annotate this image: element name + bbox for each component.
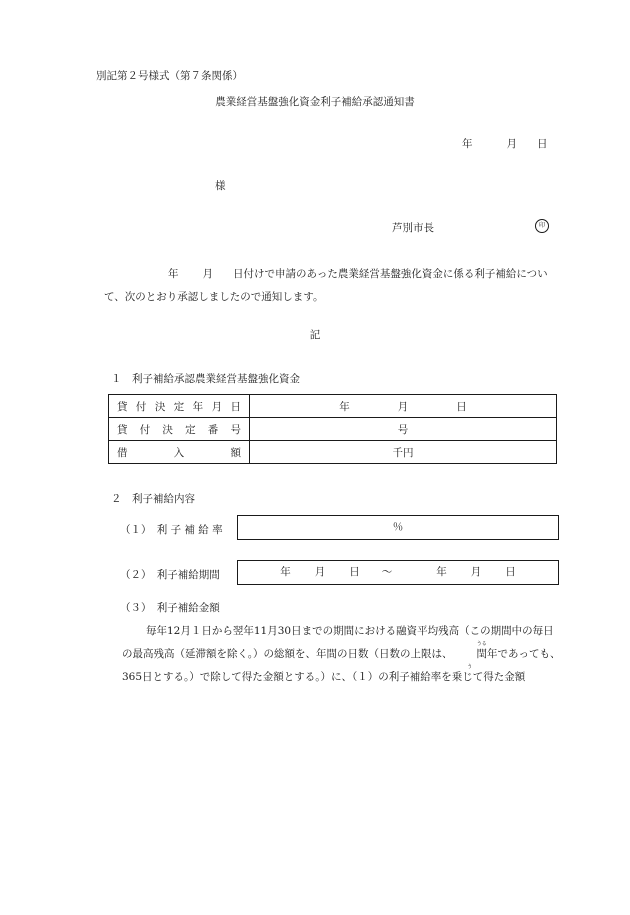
loan-info-table xyxy=(108,394,557,464)
section1-heading: １ 利子補給承認農業経営基盤強化資金 xyxy=(111,373,300,385)
period-end-day: 日 xyxy=(505,566,516,578)
ruby-annotation xyxy=(453,641,488,670)
row-value xyxy=(250,395,557,418)
date-day-label: 日 xyxy=(537,138,548,150)
row-label: 借入額 xyxy=(109,441,250,464)
period-label: （２） 利子補給期間 xyxy=(120,569,220,581)
loan-day-label: 日 xyxy=(456,400,467,413)
section2-heading: ２ 利子補給内容 xyxy=(111,493,195,505)
table-row xyxy=(109,395,557,418)
table-row xyxy=(109,441,557,464)
period-start-year: 年 xyxy=(280,566,291,578)
ruby-reading: うるう xyxy=(467,641,487,670)
row-value: 千円 xyxy=(250,441,557,464)
row-label: 貸付決定年月日 xyxy=(109,395,250,418)
period-box xyxy=(237,560,559,585)
period-start-day: 日 xyxy=(349,566,360,578)
loan-month-label: 月 xyxy=(397,400,409,413)
form-number: 別記第２号様式（第７条関係） xyxy=(96,70,243,82)
body-text: 日付けで申請のあった農業経営基盤強化資金に係る利子補給について、次のとおり承認しましたので通知します。 xyxy=(104,268,548,303)
document-title: 農業経営基盤強化資金利子補給承認通知書 xyxy=(215,96,415,108)
ruby-base: 閏 xyxy=(476,648,488,660)
notice-date xyxy=(462,136,548,151)
amount-text-before: 毎年12月１日から翌年11月30日までの期間における融資平均残高（この期間中の毎日の最高残高（延滞額を除く。）の総額を、年間の日数（日数の上限は、 xyxy=(122,625,554,660)
amount-text-after: 年であっても、365日とする。）で除して得た金額とする。）に、（１）の利子補給率を乗じて得た金額 xyxy=(122,648,561,683)
period-end-month: 月 xyxy=(470,566,482,578)
period-start-month: 月 xyxy=(314,566,326,578)
date-month-label: 月 xyxy=(506,138,517,150)
loan-year-label: 年 xyxy=(339,400,350,413)
period-end-year: 年 xyxy=(436,566,447,578)
table-row xyxy=(109,418,557,441)
row-label: 貸付決定番号 xyxy=(109,418,250,441)
rate-label: （１） 利 子 補 給 率 xyxy=(120,524,223,536)
body-month-label: 月 xyxy=(202,268,213,280)
ki-heading: 記 xyxy=(309,329,321,341)
rate-box xyxy=(237,515,559,540)
addressee-suffix: 様 xyxy=(215,180,226,192)
amount-label: （３） 利子補給金額 xyxy=(120,602,220,614)
period-tilde: ～ xyxy=(381,566,393,578)
seal-mark: 印 xyxy=(535,219,549,233)
rate-unit: ％ xyxy=(392,521,404,533)
date-year-label: 年 xyxy=(462,138,473,150)
body-year-label: 年 xyxy=(168,268,179,280)
amount-description xyxy=(122,620,562,689)
notice-body xyxy=(104,263,564,309)
row-value: 号 xyxy=(250,418,557,441)
issuer-name: 芦別市長 xyxy=(392,222,434,234)
